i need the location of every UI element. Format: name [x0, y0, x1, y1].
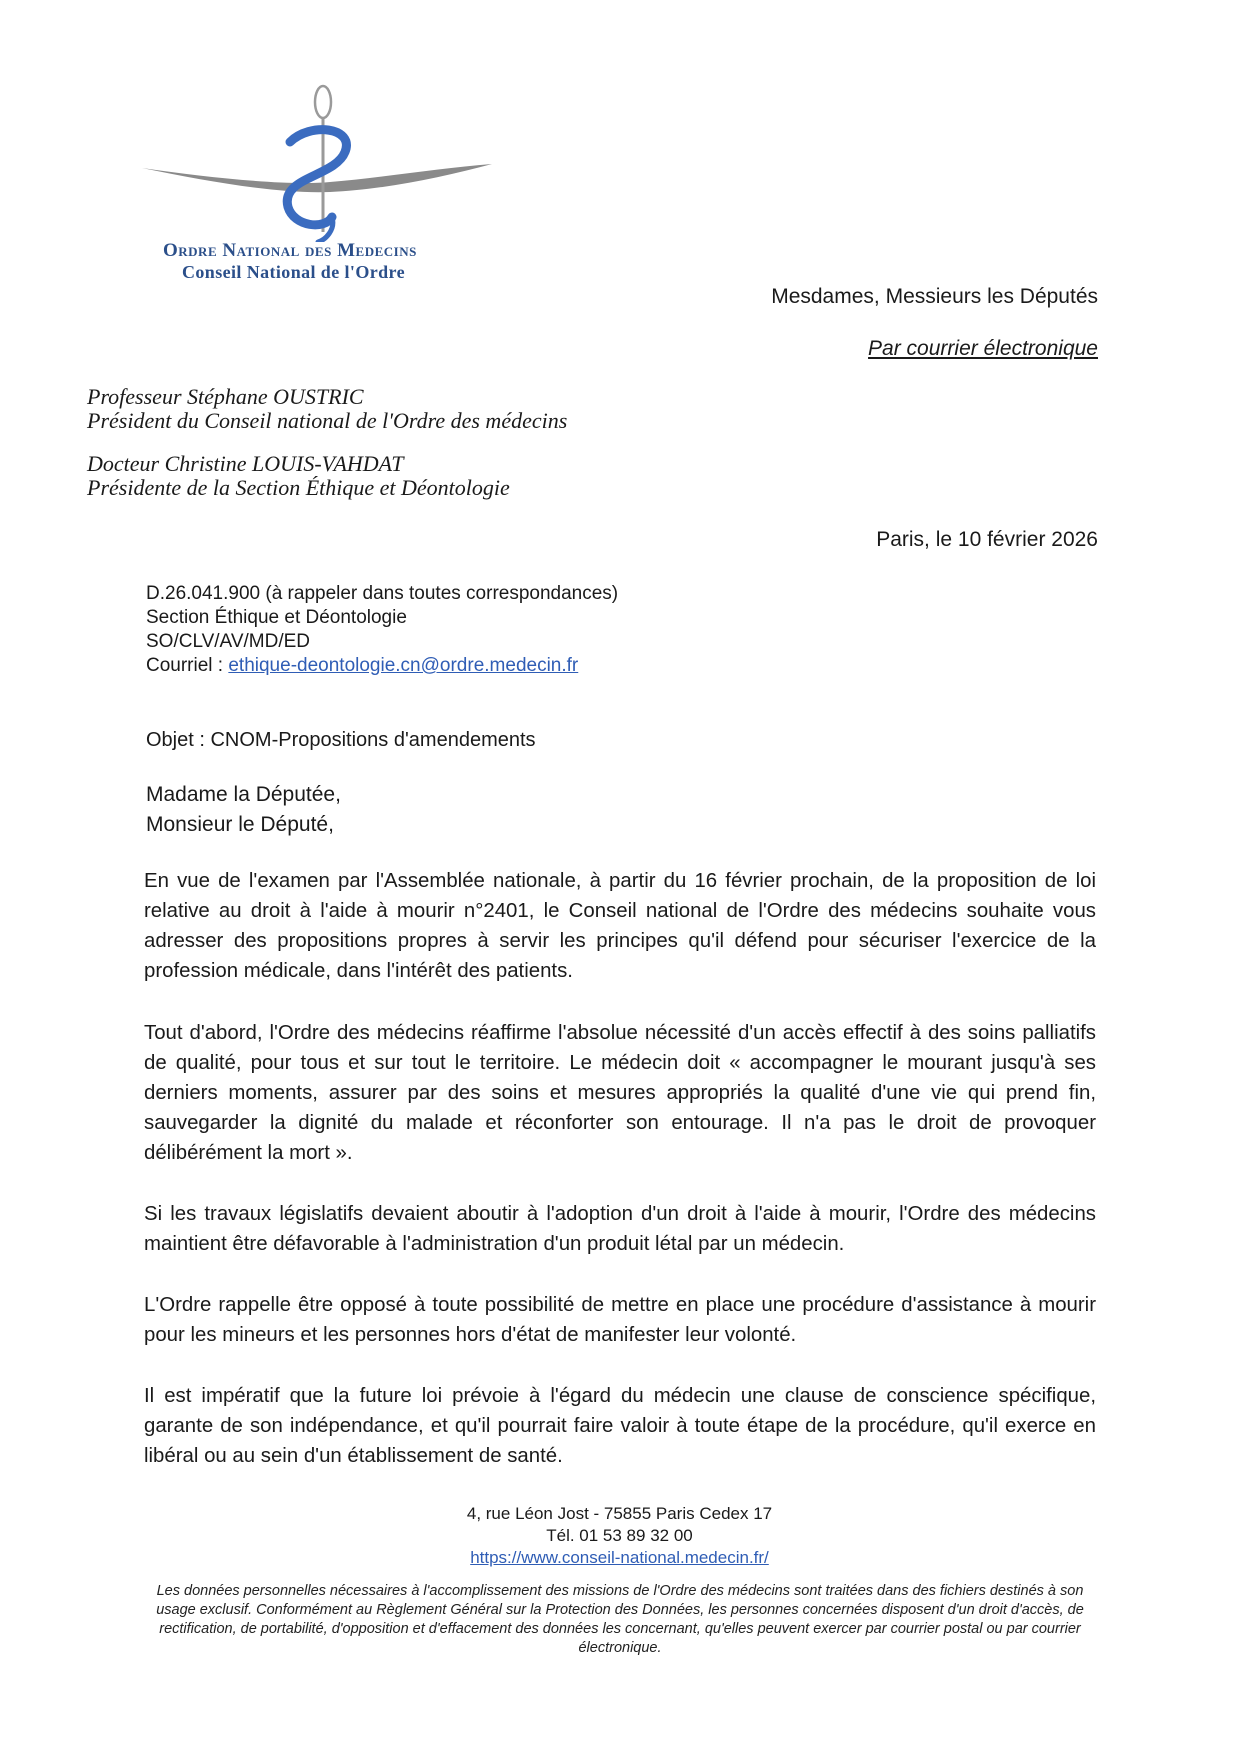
reference-initials: SO/CLV/AV/MD/ED: [146, 631, 310, 652]
caduceus-logo-icon: [140, 82, 500, 242]
signatory-name: Professeur Stéphane OUSTRIC: [87, 384, 364, 409]
footer-contact: [0, 1503, 1239, 1569]
salutation: [146, 780, 341, 840]
body-paragraph: Il est impératif que la future loi prévoie à l'égard du médecin une clause de conscience spécifique, garante de son indépendance, et qu'il pourrait faire valoir à toute étape de la procédure, qu'il exerce en libéral ou au sein d'un établissement de santé.: [144, 1385, 1096, 1467]
signatory-block: [87, 452, 510, 500]
body-paragraph: Si les travaux législatifs devaient aboutir à l'adoption d'un droit à l'aide à mourir, l'Ordre des médecins maintient être défavorable à l'administration d'un produit létal par un médecin.: [144, 1203, 1096, 1255]
recipient-addressee: Mesdames, Messieurs les Députés: [771, 285, 1098, 308]
delivery-method: Par courrier électronique: [868, 337, 1098, 360]
salutation-line: Madame la Députée,: [146, 783, 341, 806]
reference-section: Section Éthique et Déontologie: [146, 607, 407, 628]
footer-website-link[interactable]: https://www.conseil-national.medecin.fr/: [470, 1548, 769, 1567]
email-link[interactable]: ethique-deontologie.cn@ordre.medecin.fr: [228, 655, 579, 676]
reference-email-line: [146, 654, 618, 678]
body-paragraph: L'Ordre rappelle être opposé à toute possibilité de mettre en place une procédure d'assistance à mourir pour les mineurs et les personnes hors d'état de manifester leur volonté.: [144, 1294, 1096, 1346]
council-name: Conseil National de l'Ordre: [182, 262, 405, 282]
date-line: Paris, le 10 février 2026: [876, 528, 1098, 551]
body-paragraph: Tout d'abord, l'Ordre des médecins réaffirme l'absolue nécessité d'un accès effectif à des soins palliatifs de qualité, pour tous et sur tout le territoire. Le médecin doit « accompagner le mourant jusqu'à ses derniers moments, assurer par des soins et mesures appropriés la qualité d'une vie qui prend fin, sauvegarder la dignité du malade et réconforter son entourage. Il n'a pas le droit de provoquer délibérément la mort ».: [144, 1022, 1096, 1164]
reference-number: D.26.041.900 (à rappeler dans toutes correspondances): [146, 583, 619, 604]
org-name: Ordre National des Medecins: [163, 240, 417, 261]
reference-block: [146, 582, 618, 678]
letter-subject: Objet : CNOM-Propositions d'amendements: [146, 729, 536, 751]
signatory-name: Docteur Christine LOUIS-VAHDAT: [87, 451, 404, 476]
email-label: Courriel :: [146, 655, 229, 676]
signatory-block: [87, 385, 567, 433]
footer-phone: Tél. 01 53 89 32 00: [546, 1526, 693, 1545]
signatory-title: Présidente de la Section Éthique et Déontologie: [87, 475, 510, 500]
body-paragraph: En vue de l'examen par l'Assemblée nationale, à partir du 16 février prochain, de la proposition de loi relative au droit à l'aide à mourir n°2401, le Conseil national de l'Ordre des médecins souhaite vous adresser des propositions propres à servir les principes qu'il défend pour sécuriser l'exercice de la profession médicale, dans l'intérêt des patients.: [144, 870, 1096, 982]
privacy-notice: Les données personnelles nécessaires à l'accomplissement des missions de l'Ordre des médecins sont traitées dans des fichiers destinés à son usage exclusif. Conformément au Règlement Général sur la Protection des Données, les personnes concernées disposent d'un droit d'accès, de rectification, de portabilité, d'opposition et d'effacement des données les concernant, qu'elles peuvent exercer par courrier postal ou par courrier électronique.: [156, 1583, 1084, 1656]
signatory-title: Président du Conseil national de l'Ordre des médecins: [87, 408, 568, 433]
salutation-line: Monsieur le Député,: [146, 813, 334, 836]
footer-address: 4, rue Léon Jost - 75855 Paris Cedex 17: [466, 1504, 773, 1523]
